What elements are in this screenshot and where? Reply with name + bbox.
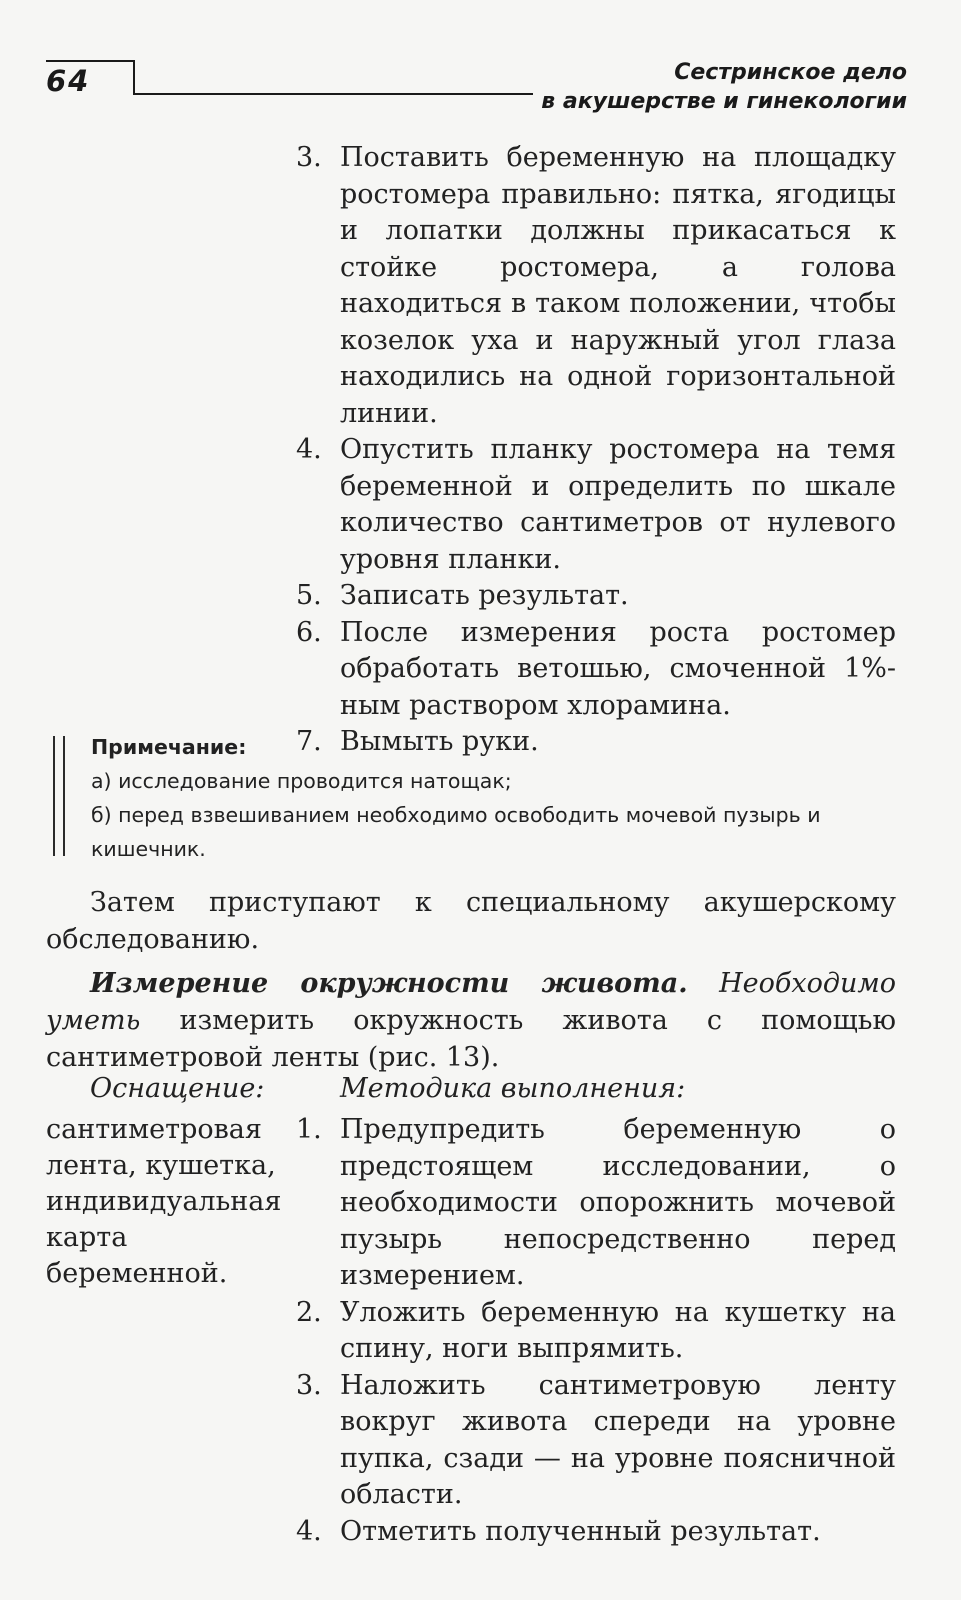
list-item-text: Поставить беременную на площадку ростомера правильно: пятка, ягодицы и лопатки должны прикасаться к стойке ростомера, а голова находиться в таком положении, чтобы козелок уха и наружный угол глаза находились на одной горизонтальной линии. [340, 142, 896, 429]
list-item-number: 7. [296, 726, 322, 757]
list-item-text: Уложить беременную на кушетку на спину, ноги выпрямить. [340, 1296, 896, 1364]
list-item [296, 578, 896, 615]
list-item-number: 4. [296, 434, 322, 465]
note-item-b: б) перед взвешиванием необходимо освободить мочевой пузырь и кишечник. [91, 803, 821, 861]
running-header-line1: Сестринское дело [674, 60, 907, 85]
list-item-number: 1. [296, 1114, 322, 1145]
list-item-text: Опустить планку ростомера на темя беременной и определить по шкале количество сантиметров от нулевого уровня планки. [340, 434, 896, 575]
list-item-number: 5. [296, 580, 322, 611]
list-item [296, 140, 896, 432]
note-title: Примечание: [91, 735, 247, 759]
list-item-text: Наложить сантиметровую ленту вокруг живота спереди на уровне пупка, сзади — на уровне поясничной области. [340, 1369, 896, 1510]
list-item [296, 1368, 896, 1514]
list-item [296, 1514, 896, 1551]
paragraph: Затем приступают к специальному акушерскому обследованию. [46, 887, 896, 955]
list-item-text: После измерения роста ростомер обработать ветошью, смоченной 1%-ным раствором хлорамина. [340, 616, 896, 721]
header-rule [133, 60, 135, 94]
header-rule [133, 93, 533, 95]
list-item-number: 4. [296, 1515, 322, 1547]
list-item [296, 615, 896, 725]
list-item [296, 432, 896, 578]
page-number: 64 [46, 64, 91, 98]
list-item [296, 1295, 896, 1368]
emphasis-text: Необходимо уметь [46, 968, 896, 1036]
height-measurement-steps [296, 140, 896, 761]
note-margin-bar [53, 736, 55, 856]
list-item-text: Отметить полученный результат. [340, 1515, 821, 1547]
running-header-line2: в акушерстве и гинекологии [541, 89, 907, 114]
header-rule [46, 60, 134, 62]
note-box [53, 730, 903, 866]
method-heading: Методика выполнения: [340, 1073, 686, 1104]
list-item-text: Предупредить беременную о предстоящем исследовании, о необходимости опорожнить мочевой пузырь непосредственно перед измерением. [340, 1114, 896, 1291]
equipment-heading: Оснащение: [90, 1073, 265, 1104]
list-item-number: 6. [296, 616, 322, 648]
list-item-text: Вымыть руки. [340, 726, 539, 757]
section-heading: Измерение окружности живота. [90, 968, 688, 999]
paragraph-text: измерить окружность живота с помощью сантиметровой ленты (рис. 13). [46, 1005, 896, 1073]
list-item-number: 2. [296, 1296, 322, 1328]
equipment-text: сантиметровая лента, кушетка, индивидуальная карта беременной. [46, 1114, 282, 1289]
running-header [541, 58, 907, 116]
list-item-number: 3. [296, 1369, 322, 1401]
list-item-text: Записать результат. [340, 580, 629, 611]
note-content [91, 730, 903, 866]
method-steps [296, 1112, 896, 1550]
paragraph-abdomen-measurement [46, 965, 896, 1076]
list-item [296, 1112, 896, 1295]
list-item-number: 3. [296, 142, 322, 173]
note-item-a: а) исследование проводится натощак; [91, 769, 512, 793]
note-margin-bar [63, 736, 65, 856]
